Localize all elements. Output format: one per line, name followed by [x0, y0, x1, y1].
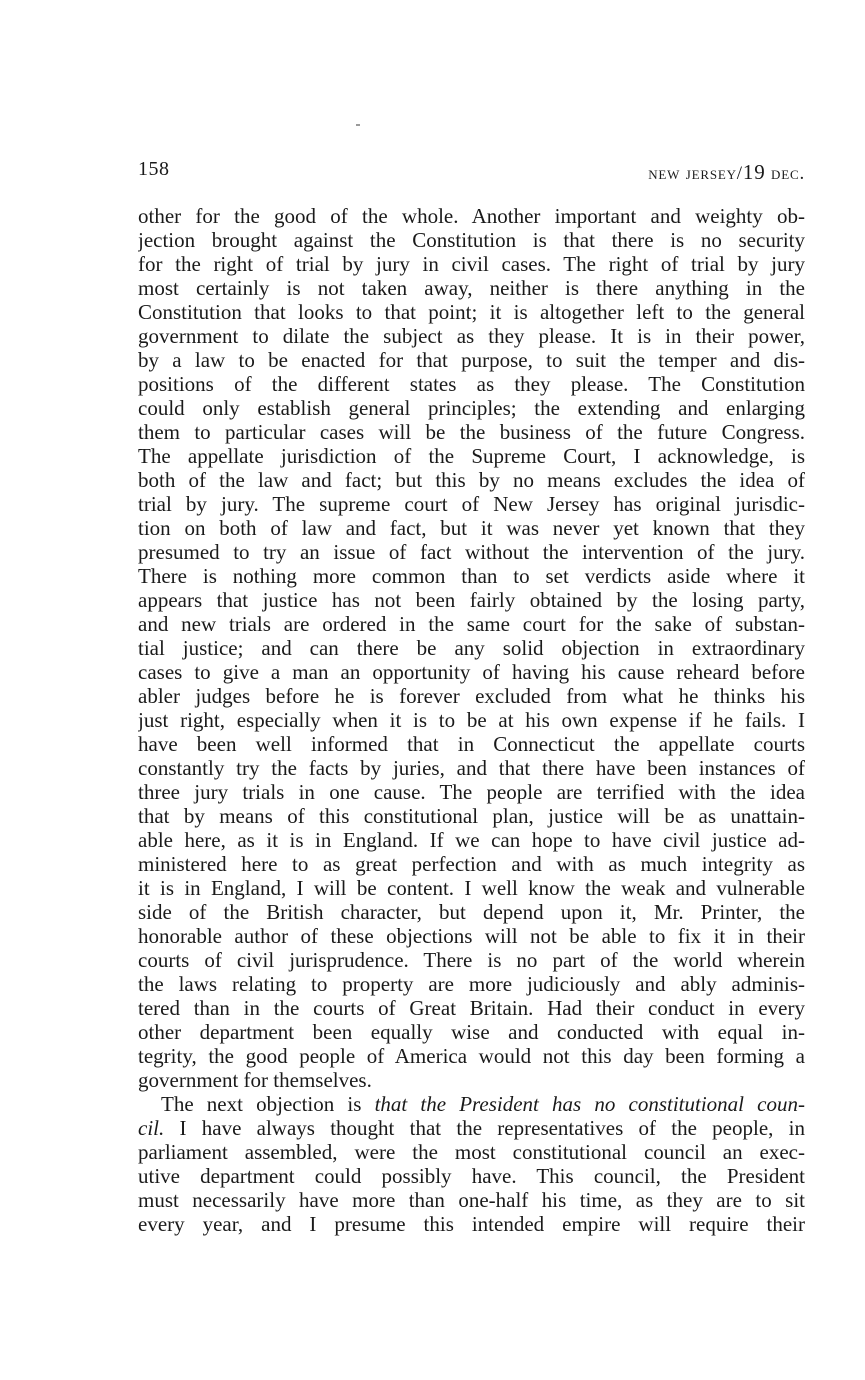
body-text: [138, 204, 805, 1236]
text-line: have been well informed that in Connecticut the appellate courts: [138, 732, 805, 756]
text-line: tered than in the courts of Great Britain. Had their conduct in every: [138, 996, 805, 1020]
text-line: able here, as it is in England. If we can hope to have civil justice ad-: [138, 828, 805, 852]
text-line: the laws relating to property are more judiciously and ably adminis-: [138, 972, 805, 996]
text-line: that by means of this constitutional plan, justice will be as unattain-: [138, 804, 805, 828]
text-line: other department been equally wise and conducted with equal in-: [138, 1020, 805, 1044]
text-line: tion on both of law and fact, but it was never yet known that they: [138, 516, 805, 540]
text-line: every year, and I presume this intended empire will require their: [138, 1212, 805, 1236]
print-speck: [356, 124, 360, 126]
text-line: tegrity, the good people of America would not this day been forming a: [138, 1044, 805, 1068]
text-line: government to dilate the subject as they please. It is in their power,: [138, 324, 805, 348]
text-line: both of the law and fact; but this by no means excludes the idea of: [138, 468, 805, 492]
text-line: [138, 1092, 805, 1116]
text-line: courts of civil jurisprudence. There is no part of the world wherein: [138, 948, 805, 972]
text-line: could only establish general principles; the extending and enlarging: [138, 396, 805, 420]
text-line: utive department could possibly have. This council, the President: [138, 1164, 805, 1188]
text-segment: I have always thought that the representatives of the people, in: [164, 1116, 805, 1140]
text-line: Constitution that looks to that point; it is altogether left to the general: [138, 300, 805, 324]
text-line: government for themselves.: [138, 1068, 372, 1092]
text-line: constantly try the facts by juries, and that there have been instances of: [138, 756, 805, 780]
text-line: three jury trials in one cause. The people are terrified with the idea: [138, 780, 805, 804]
text-line: and new trials are ordered in the same court for the sake of substan-: [138, 612, 805, 636]
italic-text: cil.: [138, 1116, 165, 1140]
page-number: 158: [138, 158, 170, 180]
text-line: other for the good of the whole. Another important and weighty ob-: [138, 204, 805, 228]
text-line: honorable author of these objections will not be able to fix it in their: [138, 924, 805, 948]
text-line: ministered here to as great perfection and with as much integrity as: [138, 852, 805, 876]
text-line: cases to give a man an opportunity of having his cause reheard before: [138, 660, 805, 684]
text-line: tial justice; and can there be any solid objection in extraordinary: [138, 636, 805, 660]
running-head-number: 19: [742, 160, 766, 184]
text-line: [138, 1116, 805, 1140]
text-line: most certainly is not taken away, neither is there anything in the: [138, 276, 805, 300]
paragraph-2: [138, 1092, 805, 1236]
text-line: them to particular cases will be the business of the future Congress.: [138, 420, 805, 444]
text-line: There is nothing more common than to set verdicts aside where it: [138, 564, 805, 588]
text-line: for the right of trial by jury in civil cases. The right of trial by jury: [138, 252, 805, 276]
running-head-prefix: new jersey/: [648, 163, 743, 184]
text-segment: The next objection is: [161, 1092, 375, 1116]
text-line: abler judges before he is forever excluded from what he thinks his: [138, 684, 805, 708]
text-line: must necessarily have more than one-half his time, as they are to sit: [138, 1188, 805, 1212]
text-line: just right, especially when it is to be at his own expense if he fails. I: [138, 708, 805, 732]
text-line: it is in England, I will be content. I well know the weak and vulnerable: [138, 876, 805, 900]
text-line: presumed to try an issue of fact without the intervention of the jury.: [138, 540, 805, 564]
text-line: jection brought against the Constitution is that there is no security: [138, 228, 805, 252]
text-line: by a law to be enacted for that purpose, to suit the temper and dis-: [138, 348, 805, 372]
running-head-suffix: dec.: [765, 163, 805, 184]
text-line: parliament assembled, were the most constitutional council an exec-: [138, 1140, 805, 1164]
text-line: positions of the different states as they please. The Constitution: [138, 372, 805, 396]
text-line: appears that justice has not been fairly obtained by the losing party,: [138, 588, 805, 612]
text-line: The appellate jurisdiction of the Supreme Court, I acknowledge, is: [138, 444, 805, 468]
text-line: trial by jury. The supreme court of New Jersey has original jurisdic-: [138, 492, 805, 516]
running-head: [648, 160, 805, 185]
page-header: [138, 158, 805, 184]
italic-text: that the President has no constitutional coun-: [374, 1092, 805, 1116]
paragraph-1: [138, 204, 805, 1092]
text-line: side of the British character, but depend upon it, Mr. Printer, the: [138, 900, 805, 924]
